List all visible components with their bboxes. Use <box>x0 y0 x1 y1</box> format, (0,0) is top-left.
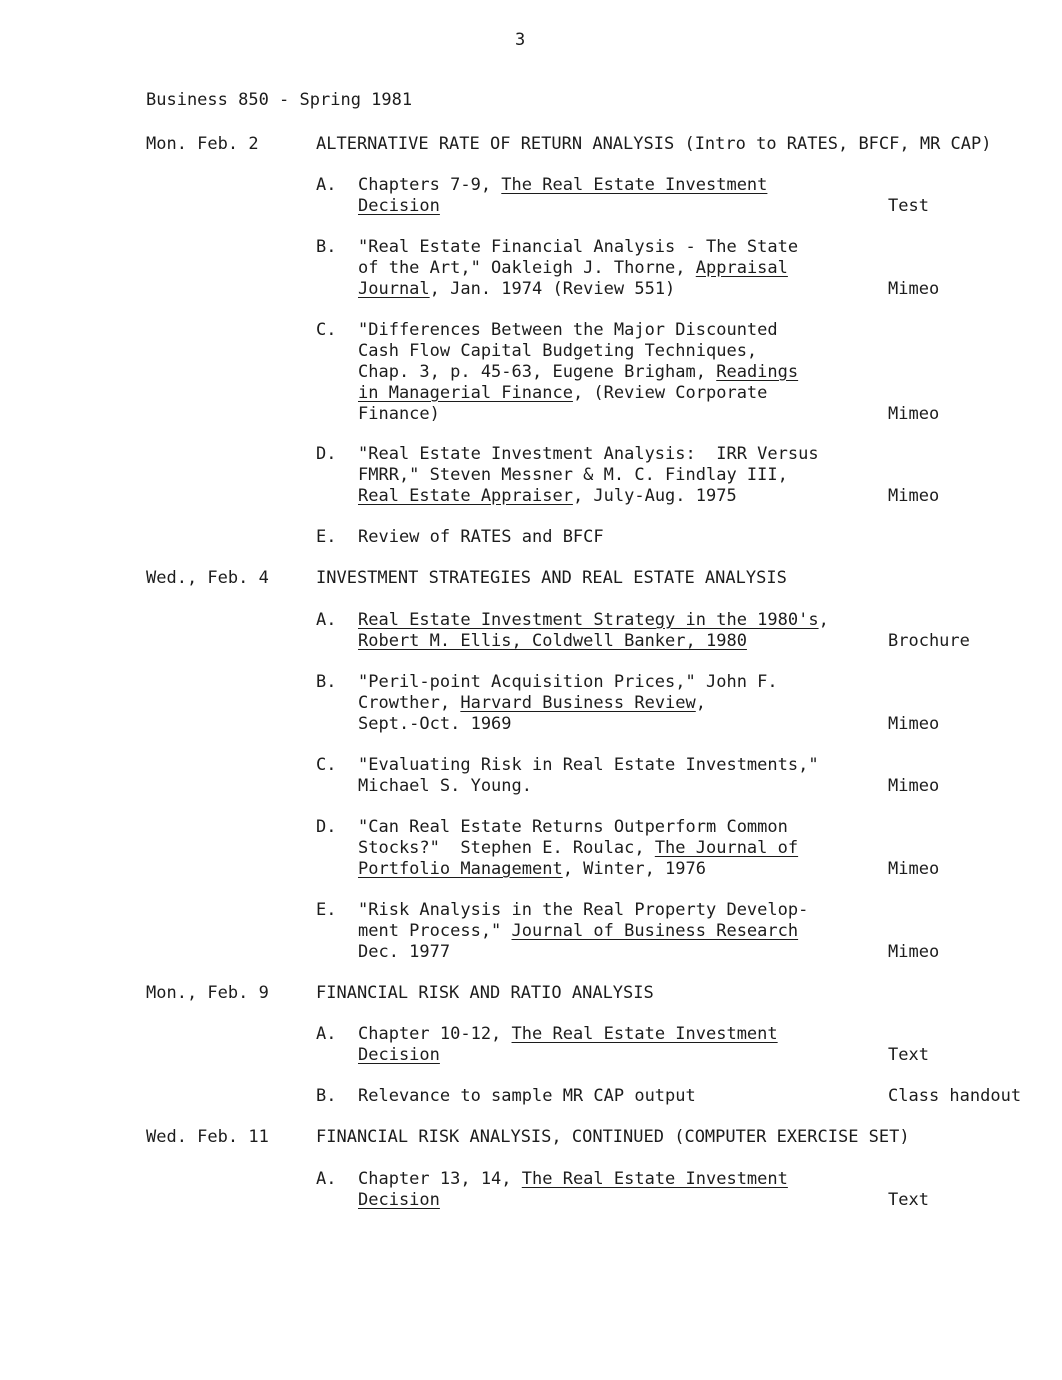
underlined-title: The Real Estate Investment Decision <box>358 1169 788 1210</box>
material-source: Mimeo <box>888 859 940 879</box>
citation-text: Review of RATES and BFCF <box>358 527 604 547</box>
citation-text: , Sept.-Oct. 1969 <box>358 693 707 734</box>
reading-citation <box>358 755 878 797</box>
underlined-title: The Journal of Portfolio Management <box>358 838 799 879</box>
citation-text: "Can Real Estate Returns Outperform Common Stocks?" Stephen E. Roulac, <box>358 817 788 858</box>
item-letter: A. <box>316 175 337 195</box>
reading-citation <box>358 610 878 652</box>
reading-citation <box>358 1086 878 1107</box>
citation-text: "Peril-point Acquisition Prices," John F. Crowther, <box>358 672 778 713</box>
underlined-title: Real Estate Investment Strategy in the 1980's <box>358 610 819 630</box>
session-topic: FINANCIAL RISK ANALYSIS, CONTINUED (COMPUTER EXERCISE SET) <box>316 1127 910 1147</box>
item-letter: A. <box>316 1024 337 1044</box>
material-source: Mimeo <box>888 776 940 796</box>
item-letter: D. <box>316 444 337 464</box>
session-topic: INVESTMENT STRATEGIES AND REAL ESTATE ANALYSIS <box>316 568 787 588</box>
citation-text: , <box>818 610 829 630</box>
underlined-title: Real Estate Appraiser <box>358 486 573 506</box>
underlined-title: Harvard Business Review <box>460 693 696 713</box>
session-date: Wed., Feb. 4 <box>146 568 269 588</box>
reading-citation <box>358 444 878 507</box>
item-letter: B. <box>316 672 337 692</box>
underlined-title: Journal of Business Research <box>511 921 799 941</box>
material-source: Text <box>888 1045 929 1065</box>
item-letter: B. <box>316 1086 337 1106</box>
reading-citation <box>358 1169 878 1211</box>
underlined-title: Robert M. Ellis, Coldwell Banker, 1980 <box>358 631 747 651</box>
material-source: Test <box>888 196 929 216</box>
material-source: Mimeo <box>888 404 940 424</box>
item-letter: E. <box>316 900 337 920</box>
material-source: Mimeo <box>888 279 940 299</box>
citation-text: , July-Aug. 1975 <box>572 486 737 506</box>
reading-citation <box>358 175 878 217</box>
item-letter: D. <box>316 817 337 837</box>
reading-citation <box>358 320 878 425</box>
page-number: 3 <box>515 30 526 50</box>
item-letter: A. <box>316 1169 337 1189</box>
reading-citation <box>358 672 878 735</box>
citation-text: "Differences Between the Major Discounted Cash Flow Capital Budgeting Techniques, Chap. 3, p. 45-63, Eugene Brigham, <box>358 320 778 382</box>
item-letter: E. <box>316 527 337 547</box>
underlined-title: The Real Estate Investment Decision <box>358 175 768 216</box>
material-source: Mimeo <box>888 486 940 506</box>
reading-citation <box>358 817 878 880</box>
item-letter: C. <box>316 755 337 775</box>
citation-text: "Real Estate Financial Analysis - The State of the Art," Oakleigh J. Thorne, <box>358 237 799 278</box>
citation-text: Relevance to sample MR CAP output <box>358 1086 696 1106</box>
underlined-title: The Real Estate Investment Decision <box>358 1024 778 1065</box>
item-letter: C. <box>316 320 337 340</box>
citation-text: , Winter, 1976 <box>562 859 706 879</box>
citation-text: , Jan. 1974 (Review 551) <box>429 279 676 299</box>
material-source: Text <box>888 1190 929 1210</box>
citation-text: "Evaluating Risk in Real Estate Investments," Michael S. Young. <box>358 755 819 796</box>
citation-text: Chapter 13, 14, <box>358 1169 522 1189</box>
citation-text: Chapters 7-9, <box>358 175 502 195</box>
item-letter: B. <box>316 237 337 257</box>
reading-citation <box>358 527 878 548</box>
citation-text: , (Review Corporate Finance) <box>358 383 768 424</box>
session-date: Mon., Feb. 9 <box>146 983 269 1003</box>
material-source: Class handout <box>888 1086 1022 1106</box>
material-source: Mimeo <box>888 714 940 734</box>
session-topic: ALTERNATIVE RATE OF RETURN ANALYSIS (Intro to RATES, BFCF, MR CAP) <box>316 134 992 154</box>
session-date: Wed. Feb. 11 <box>146 1127 269 1147</box>
material-source: Brochure <box>888 631 970 651</box>
citation-text: "Risk Analysis in the Real Property Develop- ment Process," <box>358 900 809 941</box>
course-header: Business 850 - Spring 1981 <box>146 90 413 110</box>
underlined-title: Readings in Managerial Finance <box>358 362 799 403</box>
session-topic: FINANCIAL RISK AND RATIO ANALYSIS <box>316 983 654 1003</box>
reading-citation <box>358 1024 878 1066</box>
item-letter: A. <box>316 610 337 630</box>
material-source: Mimeo <box>888 942 940 962</box>
underlined-title: Appraisal Journal <box>358 258 788 299</box>
citation-text: Chapter 10-12, <box>358 1024 512 1044</box>
citation-text: "Real Estate Investment Analysis: IRR Versus FMRR," Steven Messner & M. C. Findlay III, <box>358 444 819 485</box>
reading-citation <box>358 237 878 300</box>
citation-text: Dec. 1977 <box>358 942 451 962</box>
reading-citation <box>358 900 878 963</box>
session-date: Mon. Feb. 2 <box>146 134 259 154</box>
